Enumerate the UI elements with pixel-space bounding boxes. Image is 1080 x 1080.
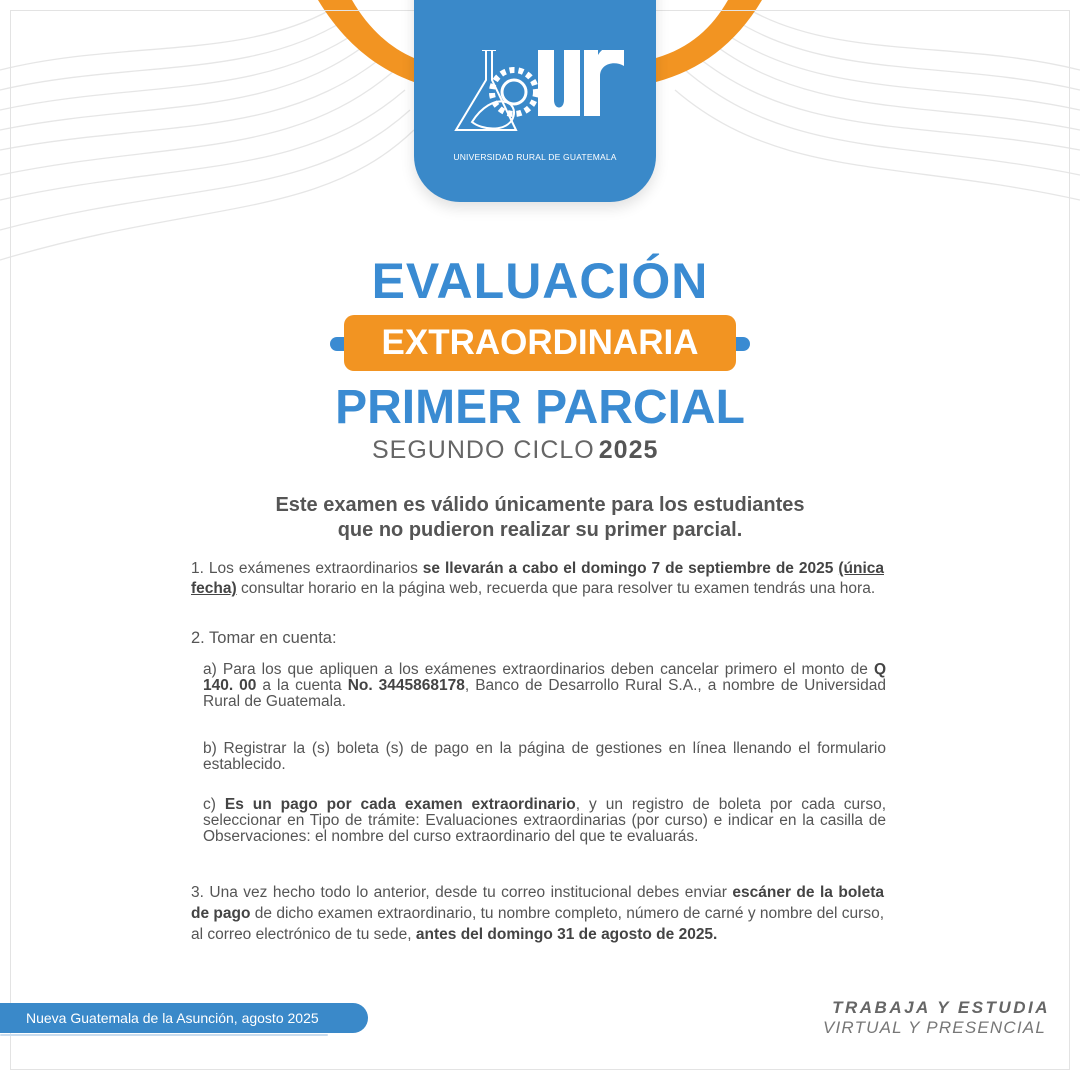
lead-line-2: que no pudieron realizar su primer parcial. (337, 519, 743, 541)
logo-text: UNIVERSIDAD RURAL DE GUATEMALA (453, 152, 617, 162)
item-2a (203, 662, 886, 710)
item-2a-account: No. 3445868178 (347, 677, 465, 694)
item-2c-bold: Es un pago por cada examen extraordinario (224, 796, 576, 813)
item-1 (191, 559, 884, 599)
item-2a-amount: Q 140. 00 (203, 661, 886, 694)
title-evaluacion: EVALUACIÓN (371, 253, 709, 309)
item-2c-prefix: c) (203, 796, 225, 813)
title-primer-parcial: PRIMER PARCIAL (335, 381, 745, 434)
item-2a-mid: a la cuenta (256, 677, 348, 694)
lead-text (0, 493, 1080, 543)
item-3-deadline: antes del domingo 31 de agosto de 2025. (415, 926, 718, 943)
item-3 (191, 882, 884, 945)
item-2a-prefix: a) Para los que apliquen a los exámenes extraordinarios deben cancelar primero el monto de (203, 661, 874, 678)
logo-header (414, 0, 656, 202)
item-3-prefix: 3. Una vez hecho todo lo anterior, desde tu correo institucional debes enviar (191, 884, 733, 901)
item-1-unique-date: (única fecha) (191, 560, 884, 597)
slogan-line-1: TRABAJA Y ESTUDIA (832, 998, 1050, 1017)
item-1-rest: consultar horario en la página web, recuerda que para resolver tu examen tendrás una hora. (236, 580, 876, 597)
item-2-heading: 2. Tomar en cuenta: (191, 629, 337, 647)
title-extraordinaria-banner (330, 315, 750, 373)
item-2c (203, 797, 886, 845)
item-1-date: se llevarán a cabo el domingo 7 de septiembre de 2025 (422, 560, 834, 577)
item-2b: b) Registrar la (s) boleta (s) de pago en la página de gestiones en línea llenando el formulario establecido. (203, 740, 886, 773)
item-2a-rest: , Banco de Desarrollo Rural S.A., a nombre de Universidad Rural de Guatemala. (203, 677, 886, 710)
subtitle-year: 2025 (598, 436, 659, 464)
footer-place-date: Nueva Guatemala de la Asunción, agosto 2025 (0, 1003, 368, 1033)
lead-line-1: Este examen es válido únicamente para los estudiantes (275, 494, 805, 516)
slogan-line-2: VIRTUAL Y PRESENCIAL (822, 1018, 1046, 1037)
item-2c-rest: , y un registro de boleta por cada curso, seleccionar en Tipo de trámite: Evaluaciones extraordinarias (por curso) e indicar en la casilla de Observaciones: el nombre del curso extraordinario del que te evaluarás. (203, 796, 887, 845)
subtitle (372, 436, 658, 465)
university-logo-icon (452, 50, 632, 150)
subtitle-text: SEGUNDO CICLO (372, 436, 595, 464)
title-extraordinaria: EXTRAORDINARIA (344, 315, 736, 371)
item-3-scan: escáner de la boleta de pago (191, 884, 884, 922)
item-3-mid: de dicho examen extraordinario, tu nombre completo, número de carné y nombre del curso, al correo electrónico de tu sede, (191, 905, 884, 943)
item-1-prefix: 1. Los exámenes extraordinarios (191, 560, 423, 577)
